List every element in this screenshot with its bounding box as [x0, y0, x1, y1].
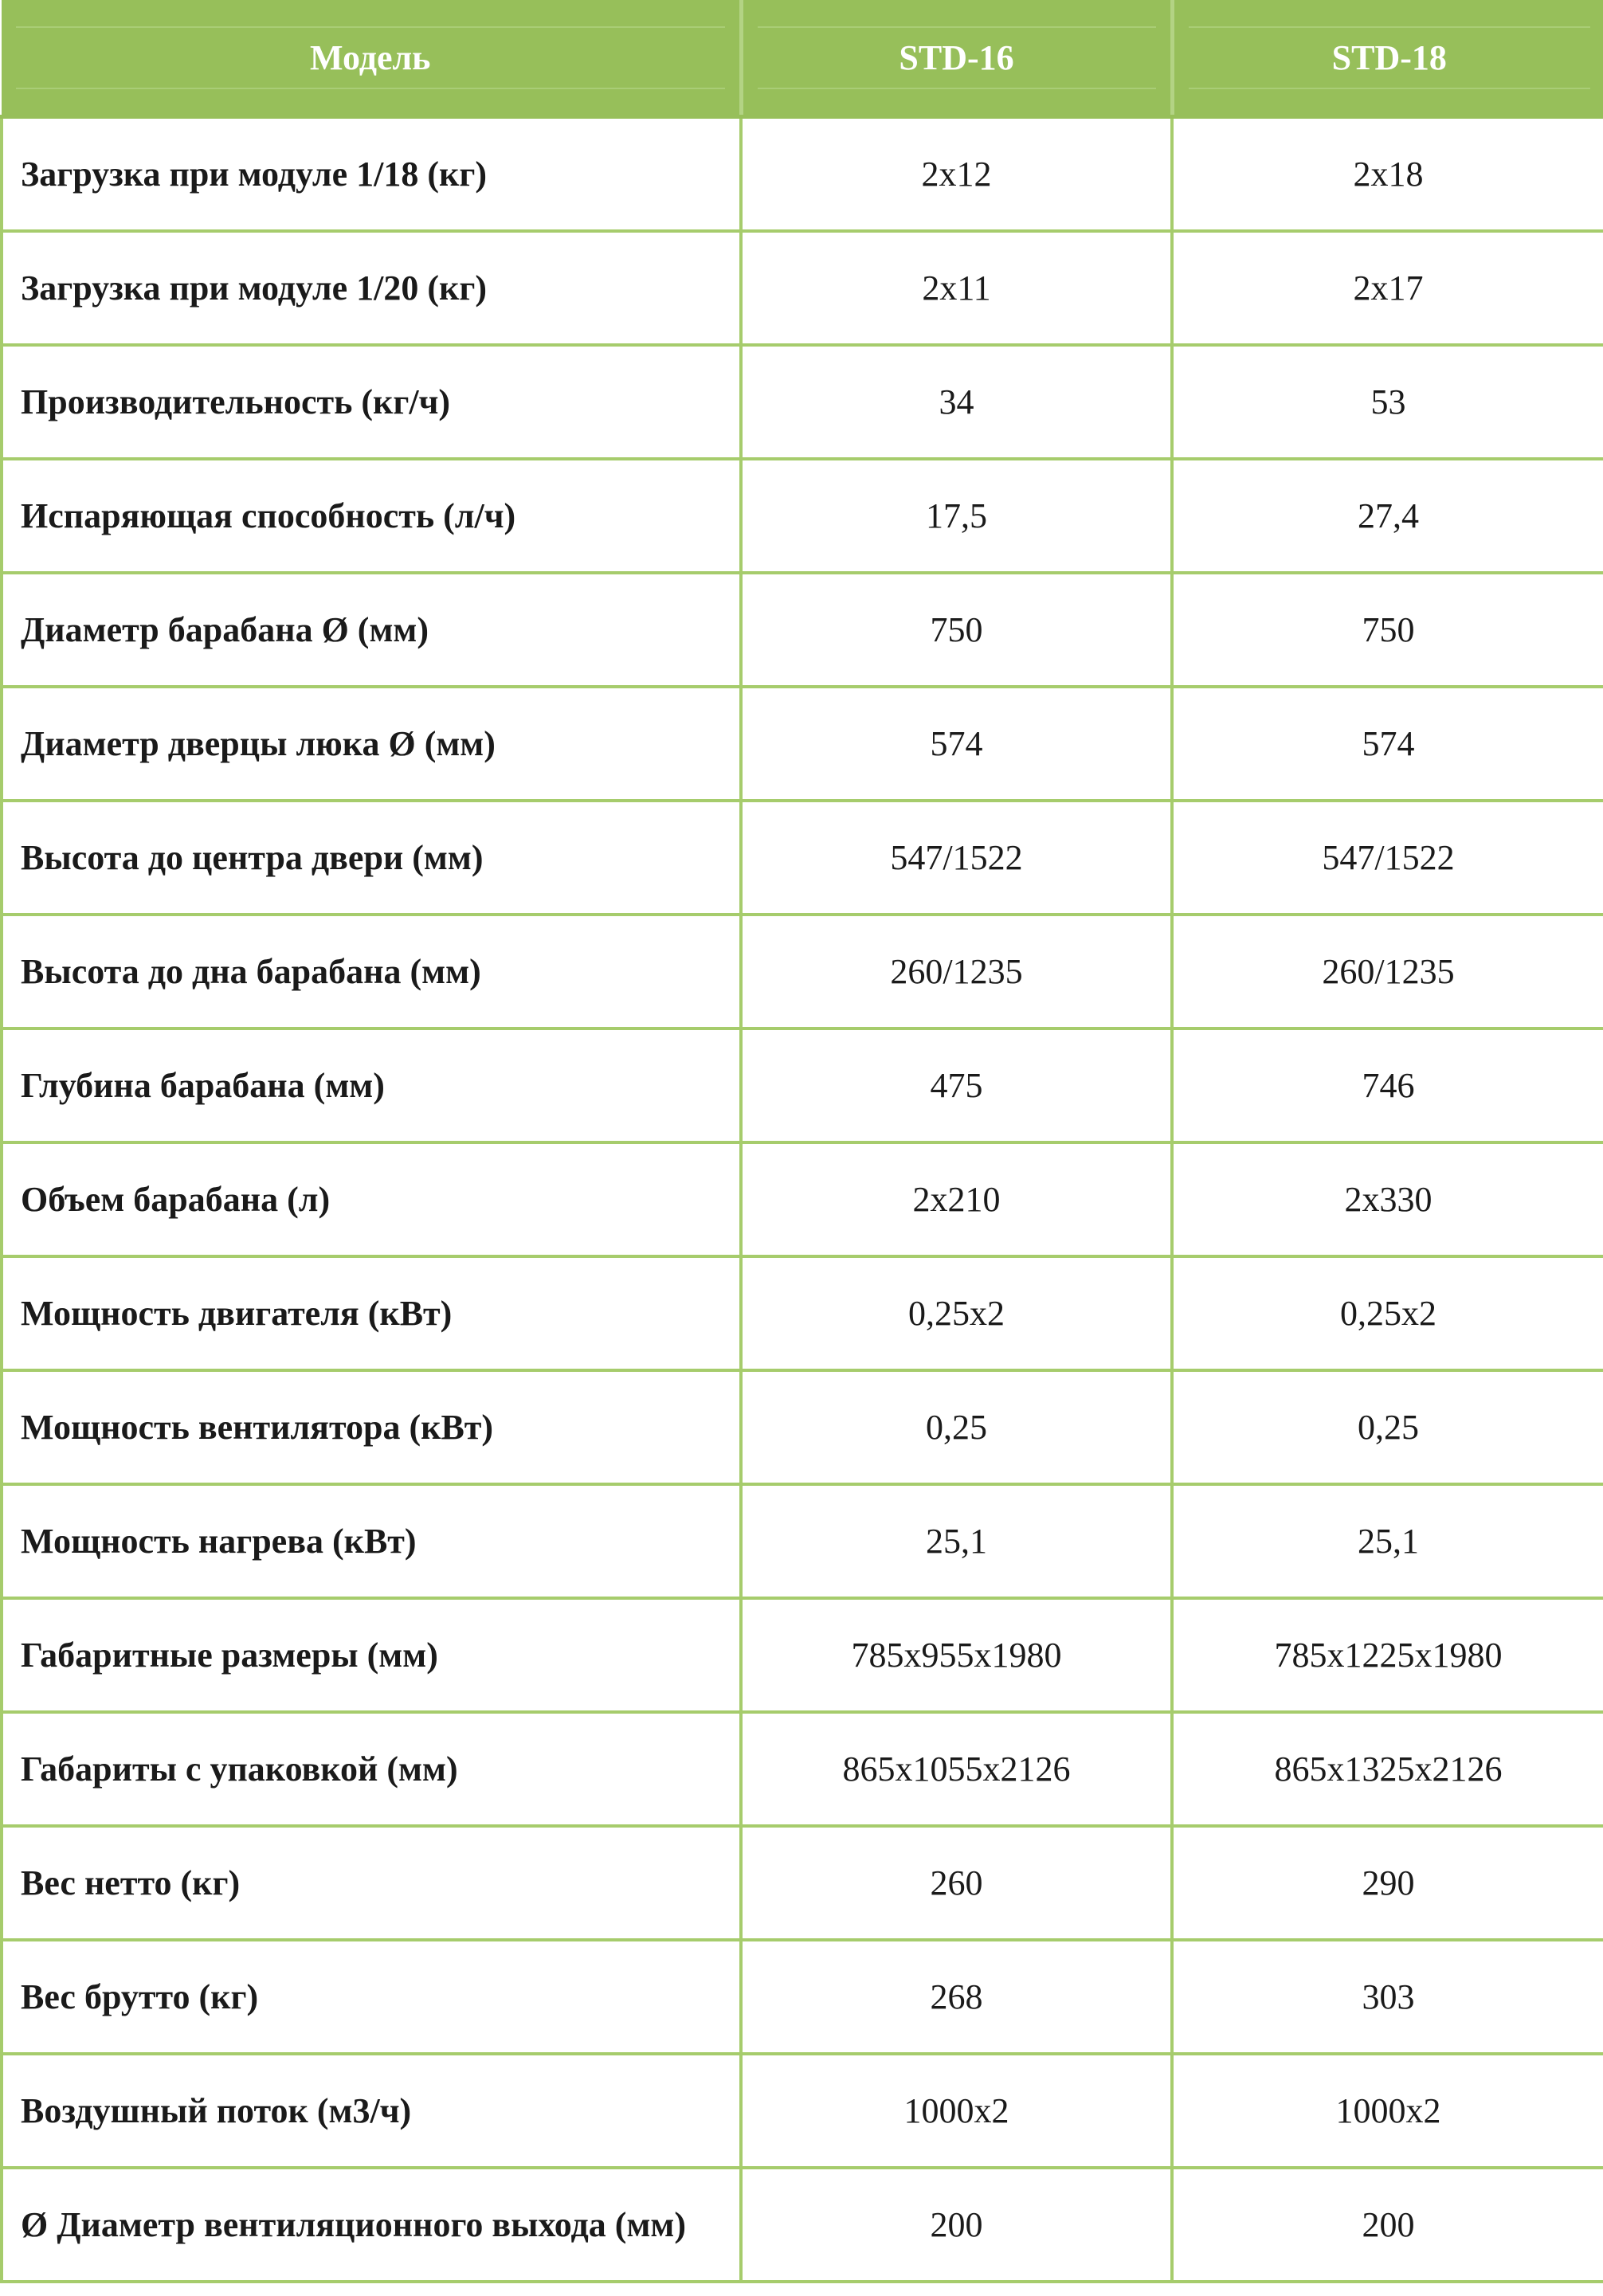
spec-table-body — [2, 117, 1603, 2282]
parameter-label: Мощность нагрева (кВт) — [2, 1484, 741, 1598]
std-16-value: 0,25x2 — [741, 1256, 1172, 1370]
header-std-18-label: STD-18 — [1189, 26, 1591, 89]
parameter-label: Мощность вентилятора (кВт) — [2, 1370, 741, 1484]
parameter-label: Загрузка при модуле 1/20 (кг) — [2, 231, 741, 345]
table-row — [2, 573, 1603, 687]
std-18-value: 27,4 — [1172, 459, 1603, 573]
std-18-value: 746 — [1172, 1028, 1603, 1142]
std-16-value: 547/1522 — [741, 801, 1172, 915]
parameter-label: Объем барабана (л) — [2, 1142, 741, 1256]
table-row — [2, 1712, 1603, 1826]
std-16-value: 17,5 — [741, 459, 1172, 573]
parameter-label: Мощность двигателя (кВт) — [2, 1256, 741, 1370]
parameter-label: Диаметр барабана Ø (мм) — [2, 573, 741, 687]
header-row — [2, 0, 1603, 117]
parameter-label: Диаметр дверцы люка Ø (мм) — [2, 687, 741, 801]
std-16-value: 25,1 — [741, 1484, 1172, 1598]
parameter-label: Высота до центра двери (мм) — [2, 801, 741, 915]
std-16-value: 2x210 — [741, 1142, 1172, 1256]
std-16-value: 200 — [741, 2168, 1172, 2282]
std-18-value: 2x330 — [1172, 1142, 1603, 1256]
table-row — [2, 687, 1603, 801]
std-18-value: 0,25x2 — [1172, 1256, 1603, 1370]
std-18-value: 1000x2 — [1172, 2054, 1603, 2168]
std-18-value: 25,1 — [1172, 1484, 1603, 1598]
std-16-value: 750 — [741, 573, 1172, 687]
std-16-value: 865x1055x2126 — [741, 1712, 1172, 1826]
table-row — [2, 1598, 1603, 1712]
table-row — [2, 117, 1603, 232]
parameter-label: Вес брутто (кг) — [2, 1940, 741, 2054]
table-row — [2, 2054, 1603, 2168]
std-16-value: 0,25 — [741, 1370, 1172, 1484]
parameter-label: Габаритные размеры (мм) — [2, 1598, 741, 1712]
std-18-value: 200 — [1172, 2168, 1603, 2282]
table-row — [2, 345, 1603, 459]
header-model — [2, 0, 741, 117]
table-row — [2, 1484, 1603, 1598]
header-std-18 — [1172, 0, 1603, 117]
parameter-label: Габариты с упаковкой (мм) — [2, 1712, 741, 1826]
std-16-value: 260/1235 — [741, 915, 1172, 1028]
table-row — [2, 1256, 1603, 1370]
std-16-value: 475 — [741, 1028, 1172, 1142]
std-18-value: 547/1522 — [1172, 801, 1603, 915]
std-18-value: 260/1235 — [1172, 915, 1603, 1028]
std-18-value: 2x17 — [1172, 231, 1603, 345]
table-row — [2, 801, 1603, 915]
parameter-label: Глубина барабана (мм) — [2, 1028, 741, 1142]
std-16-value: 2x12 — [741, 117, 1172, 232]
std-18-value: 2x18 — [1172, 117, 1603, 232]
parameter-label: Производительность (кг/ч) — [2, 345, 741, 459]
table-row — [2, 1370, 1603, 1484]
table-row — [2, 231, 1603, 345]
parameter-label: Высота до дна барабана (мм) — [2, 915, 741, 1028]
std-18-value: 750 — [1172, 573, 1603, 687]
std-16-value: 34 — [741, 345, 1172, 459]
std-18-value: 865x1325x2126 — [1172, 1712, 1603, 1826]
header-std-16 — [741, 0, 1172, 117]
std-16-value: 260 — [741, 1826, 1172, 1940]
parameter-label: Вес нетто (кг) — [2, 1826, 741, 1940]
table-row — [2, 2168, 1603, 2282]
std-18-value: 53 — [1172, 345, 1603, 459]
std-18-value: 290 — [1172, 1826, 1603, 1940]
parameter-label: Воздушный поток (м3/ч) — [2, 2054, 741, 2168]
std-16-value: 574 — [741, 687, 1172, 801]
table-row — [2, 1940, 1603, 2054]
std-18-value: 574 — [1172, 687, 1603, 801]
std-16-value: 1000x2 — [741, 2054, 1172, 2168]
parameter-label: Испаряющая способность (л/ч) — [2, 459, 741, 573]
header-model-label: Модель — [16, 26, 725, 89]
parameter-label: Загрузка при модуле 1/18 (кг) — [2, 117, 741, 232]
parameter-label: Ø Диаметр вентиляционного выхода (мм) — [2, 2168, 741, 2282]
table-row — [2, 459, 1603, 573]
std-16-value: 785x955x1980 — [741, 1598, 1172, 1712]
table-row — [2, 1142, 1603, 1256]
std-16-value: 2x11 — [741, 231, 1172, 345]
table-row — [2, 1028, 1603, 1142]
table-row — [2, 1826, 1603, 1940]
header-std-16-label: STD-16 — [758, 26, 1156, 89]
std-16-value: 268 — [741, 1940, 1172, 2054]
std-18-value: 785x1225x1980 — [1172, 1598, 1603, 1712]
table-row — [2, 915, 1603, 1028]
std-18-value: 303 — [1172, 1940, 1603, 2054]
std-18-value: 0,25 — [1172, 1370, 1603, 1484]
